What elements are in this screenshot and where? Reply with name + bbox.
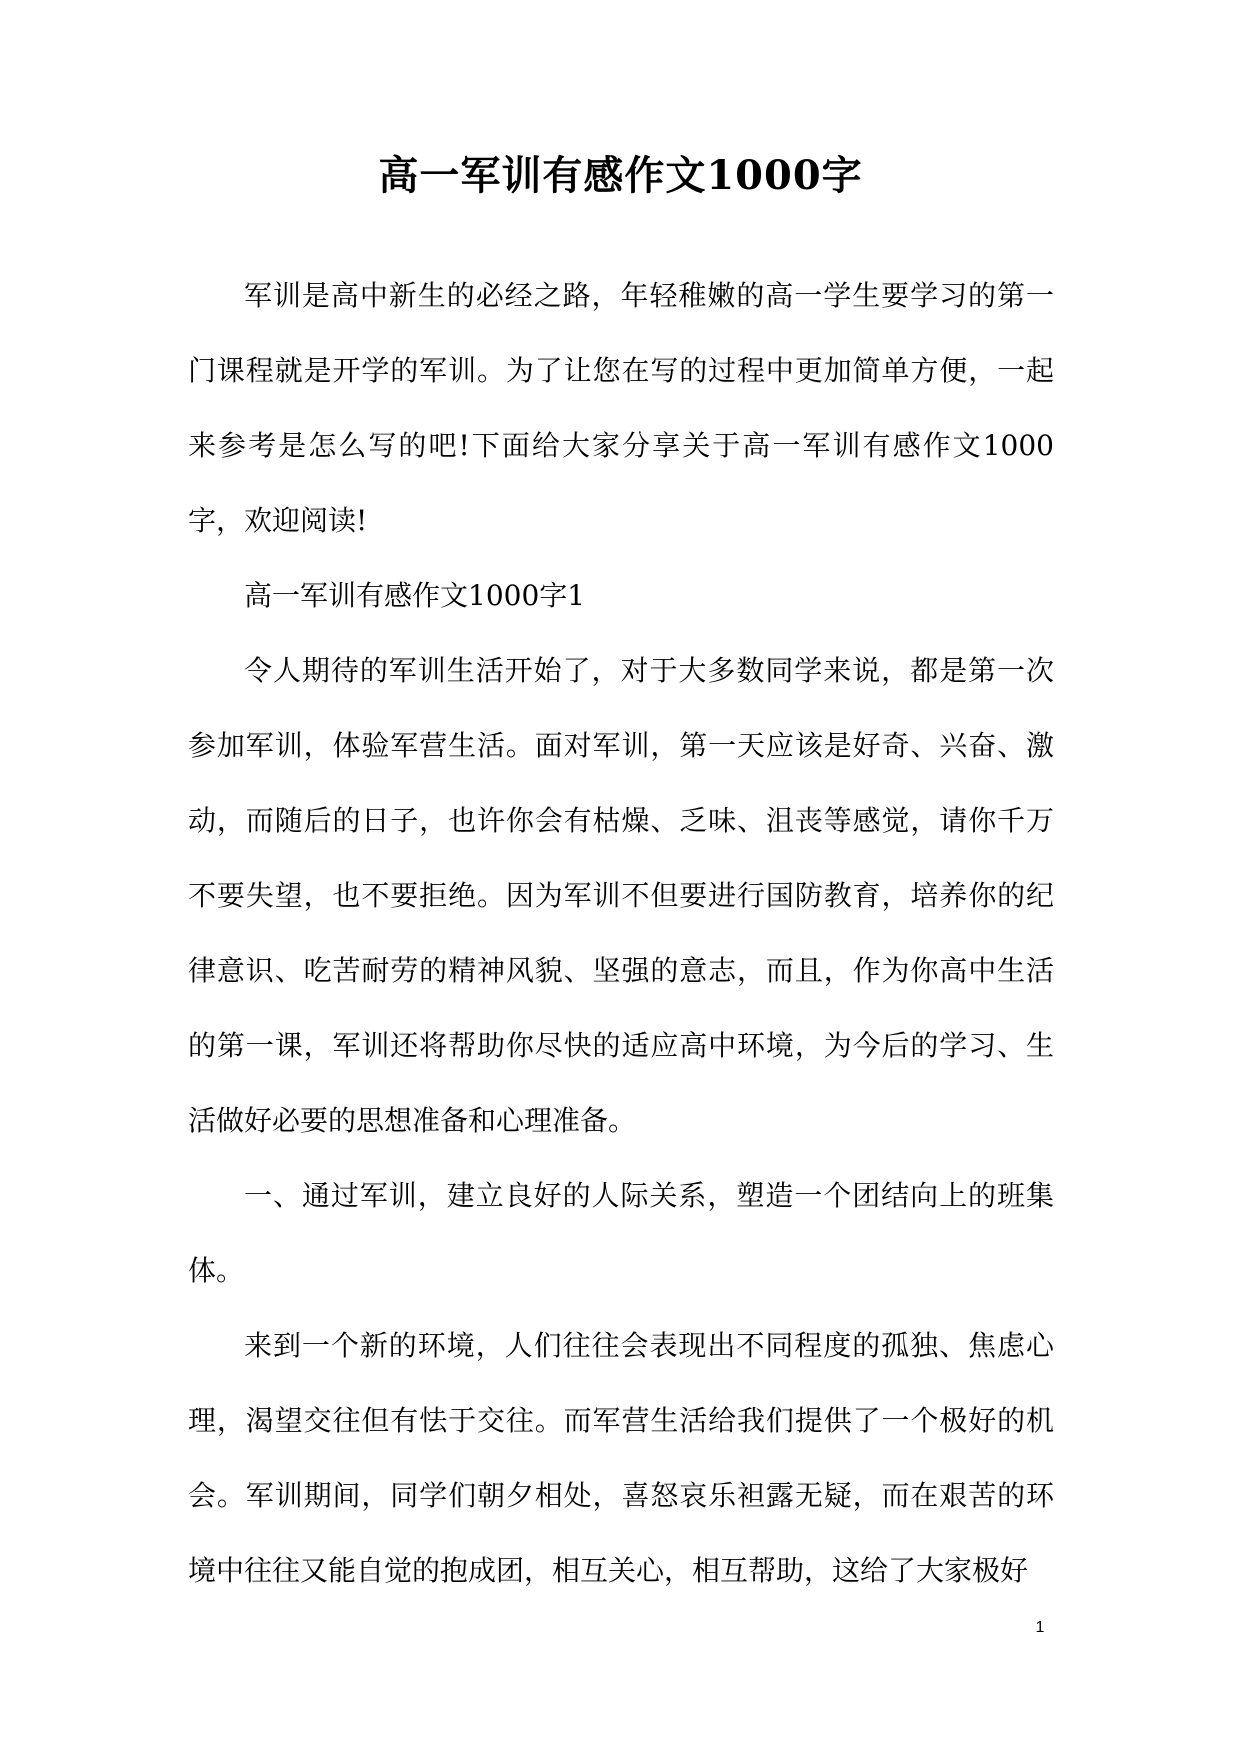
- page-number: 1: [1035, 1619, 1045, 1636]
- intro-paragraph: 军训是高中新生的必经之路，年轻稚嫩的高一学生要学习的第一门课程就是开学的军训。为了让您在写的过程中更加简单方便，一起来参考是怎么写的吧!下面给大家分享关于高一军训有感作文1000字，欢迎阅读!: [188, 279, 1054, 537]
- body-paragraph: 来到一个新的环境，人们往往会表现出不同程度的孤独、焦虑心理，渴望交往但有怯于交往。而军营生活给我们提供了一个极好的机会。军训期间，同学们朝夕相处，喜怒哀乐袒露无疑，而在艰苦的环境中往往又能自觉的抱成团，相互关心，相互帮助，这给了大家极好: [188, 1329, 1054, 1587]
- section-heading: 高一军训有感作文1000字1: [244, 579, 586, 612]
- body-paragraph: 令人期待的军训生活开始了，对于大多数同学来说，都是第一次参加军训，体验军营生活。面对军训，第一天应该是好奇、兴奋、激动，而随后的日子，也许你会有枯燥、乏味、沮丧等感觉，请你千万不要失望，也不要拒绝。因为军训不但要进行国防教育，培养你的纪律意识、吃苦耐劳的精神风貌、坚强的意志，而且，作为你高中生活的第一课，军训还将帮助你尽快的适应高中环境，为今后的学习、生活做好必要的思想准备和心理准备。: [188, 654, 1054, 1137]
- document-title: 高一军训有感作文1000字: [378, 152, 863, 199]
- point-heading: 一、通过军训，建立良好的人际关系，塑造一个团结向上的班集体。: [188, 1179, 1054, 1287]
- document-body: [188, 258, 1054, 1608]
